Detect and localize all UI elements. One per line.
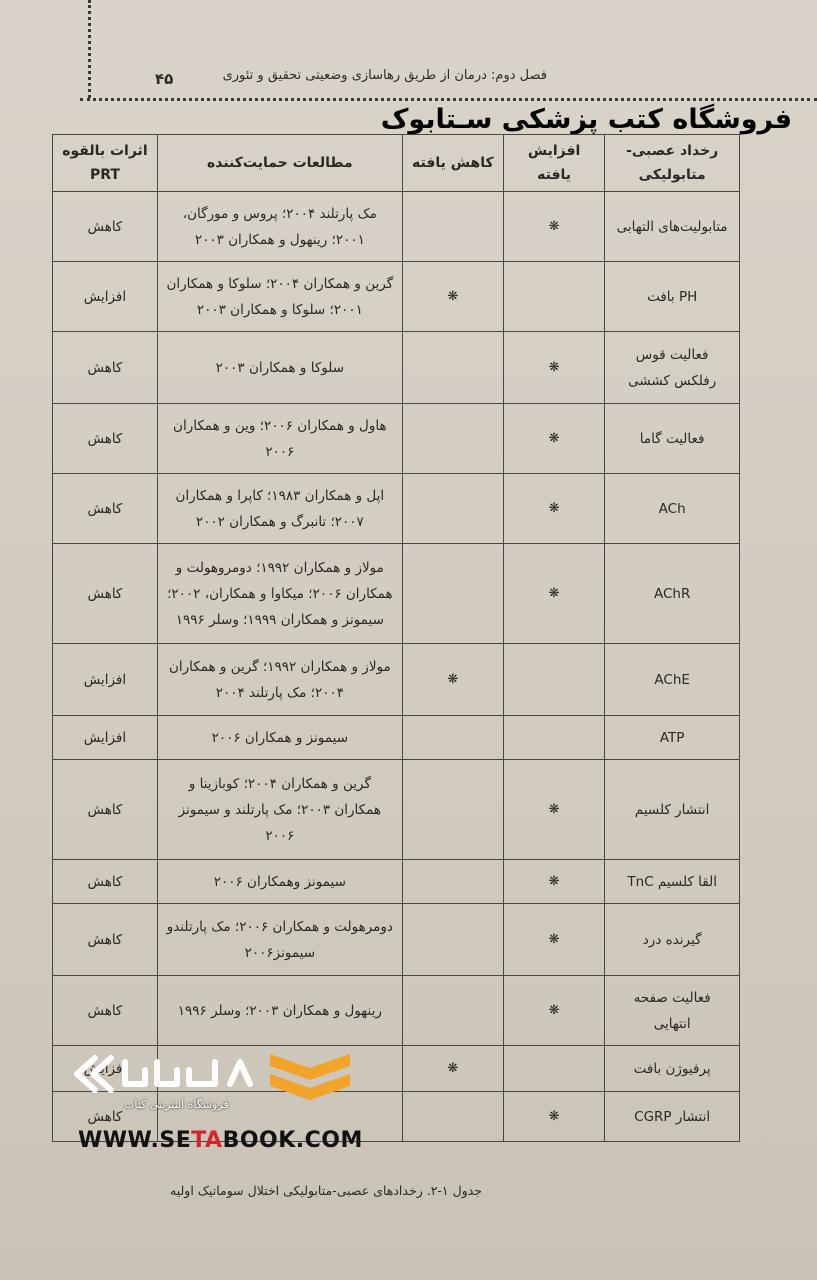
table-caption: جدول ۱-۲. رخدادهای عصبی-متابولیکی اختلال سوماتیک اولیه [170, 1183, 483, 1198]
decreased-cell: ❋ [402, 262, 503, 332]
effect-cell: افزایش [53, 1046, 158, 1092]
increased-cell: ❋ [503, 544, 604, 644]
decreased-cell [402, 976, 503, 1046]
effect-cell: کاهش [53, 904, 158, 976]
header-increased: افزایش یافته [503, 135, 604, 192]
increased-cell [503, 716, 604, 760]
decreased-cell [402, 760, 503, 860]
increased-cell: ❋ [503, 1092, 604, 1142]
event-cell: گیرنده درد [605, 904, 740, 976]
decreased-cell [402, 332, 503, 404]
table-row [53, 332, 740, 404]
header-studies: مطالعات حمایت‌کننده [157, 135, 402, 192]
header-decreased: کاهش یافته [402, 135, 503, 192]
logo-tagline: فروشگاه اینترنتی کتاب [124, 1098, 229, 1111]
header-effect: اثرات بالقوه PRT [53, 135, 158, 192]
table-row [53, 644, 740, 716]
table-row [53, 262, 740, 332]
event-cell: فعالیت گاما [605, 404, 740, 474]
decreased-cell: ❋ [402, 1046, 503, 1092]
increased-cell: ❋ [503, 474, 604, 544]
event-cell: AChE [605, 644, 740, 716]
effect-cell: کاهش [53, 860, 158, 904]
decreased-cell [402, 860, 503, 904]
event-cell: فعالیت قوس رفلکس کششی [605, 332, 740, 404]
dotted-border-vertical [88, 0, 91, 98]
header-event: رخداد عصبی- متابولیکی [605, 135, 740, 192]
event-cell: انتشار CGRP [605, 1092, 740, 1142]
table-row [53, 474, 740, 544]
studies-cell: گرین و همکاران ۲۰۰۴؛ سلوکا و همکاران ۲۰۰۱؛ سلوکا و همکاران ۲۰۰۳ [157, 262, 402, 332]
dotted-border [80, 98, 817, 101]
chapter-title: فصل دوم: درمان از طریق رهاسازی وضعیتی تحقیق و تئوری [222, 68, 547, 83]
effect-cell: کاهش [53, 1092, 158, 1142]
increased-cell [503, 1046, 604, 1092]
effect-cell: افزایش [53, 262, 158, 332]
increased-cell: ❋ [503, 976, 604, 1046]
increased-cell: ❋ [503, 760, 604, 860]
neuro-metabolic-table [52, 134, 740, 1142]
studies-cell: مک پارتلند ۲۰۰۴؛ پروس و مورگان، ۲۰۰۱؛ رینهول و همکاران ۲۰۰۳ [157, 192, 402, 262]
effect-cell: کاهش [53, 544, 158, 644]
effect-cell: کاهش [53, 332, 158, 404]
effect-cell: افزایش [53, 716, 158, 760]
table-row [53, 904, 740, 976]
event-cell: فعالیت صفحه انتهایی [605, 976, 740, 1046]
studies-cell: سلوکا و همکاران ۲۰۰۳ [157, 332, 402, 404]
increased-cell: ❋ [503, 404, 604, 474]
effect-cell: کاهش [53, 404, 158, 474]
studies-cell: مولاز و همکاران ۱۹۹۲؛ دومروهولت و همکاران ۲۰۰۶؛ میکاوا و همکاران، ۲۰۰۲؛ سیمونز و همکاران ۱۹۹۹؛ وسلر ۱۹۹۶ [157, 544, 402, 644]
increased-cell: ❋ [503, 192, 604, 262]
table-row [53, 760, 740, 860]
increased-cell [503, 644, 604, 716]
studies-cell: اپل و همکاران ۱۹۸۳؛ کاپرا و همکاران ۲۰۰۷؛ تانبرگ و همکاران ۲۰۰۲ [157, 474, 402, 544]
studies-cell: هاول و همکاران ۲۰۰۶؛ وین و همکاران ۲۰۰۶ [157, 404, 402, 474]
table-row [53, 976, 740, 1046]
studies-cell: سیمونز وهمکاران ۲۰۰۶ [157, 860, 402, 904]
table-row [53, 544, 740, 644]
event-cell: AChR [605, 544, 740, 644]
table-header-row [53, 135, 740, 192]
effect-cell: کاهش [53, 976, 158, 1046]
store-watermark: فروشگاه کتب پزشکی سـتابوک [380, 104, 792, 135]
table-row [53, 404, 740, 474]
studies-cell: مولاز و همکاران ۱۹۹۲؛ گرین و همکاران ۲۰۰۴؛ مک پارتلند ۲۰۰۴ [157, 644, 402, 716]
effect-cell: افزایش [53, 644, 158, 716]
decreased-cell [402, 544, 503, 644]
effect-cell: کاهش [53, 474, 158, 544]
effect-cell: کاهش [53, 192, 158, 262]
decreased-cell [402, 716, 503, 760]
increased-cell: ❋ [503, 860, 604, 904]
table-row [53, 860, 740, 904]
event-cell: ACh [605, 474, 740, 544]
event-cell: القا کلسیم TnC [605, 860, 740, 904]
website-url: WWW.SETABOOK.COM [78, 1128, 363, 1153]
event-cell: متابولیت‌های التهابی [605, 192, 740, 262]
decreased-cell [402, 1092, 503, 1142]
decreased-cell [402, 474, 503, 544]
increased-cell: ❋ [503, 332, 604, 404]
event-cell: PH بافت [605, 262, 740, 332]
event-cell: انتشار کلسیم [605, 760, 740, 860]
page-number: ۴۵ [155, 70, 174, 88]
studies-cell: رینهول و همکاران ۲۰۰۳؛ وسلر ۱۹۹۶ [157, 976, 402, 1046]
event-cell: ATP [605, 716, 740, 760]
decreased-cell: ❋ [402, 644, 503, 716]
decreased-cell [402, 192, 503, 262]
studies-cell: گرین و همکاران ۲۰۰۴؛ کوبازینا و همکاران ۲۰۰۳؛ مک پارتلند و سیمونز ۲۰۰۶ [157, 760, 402, 860]
table-row [53, 192, 740, 262]
table-row [53, 716, 740, 760]
effect-cell: کاهش [53, 760, 158, 860]
increased-cell: ❋ [503, 904, 604, 976]
increased-cell [503, 262, 604, 332]
event-cell: پرفیوژن بافت [605, 1046, 740, 1092]
decreased-cell [402, 404, 503, 474]
studies-cell: دومرهولت و همکاران ۲۰۰۶؛ مک پارتلندو سیمونز۲۰۰۶ [157, 904, 402, 976]
studies-cell: سیمونز و همکاران ۲۰۰۶ [157, 716, 402, 760]
decreased-cell [402, 904, 503, 976]
